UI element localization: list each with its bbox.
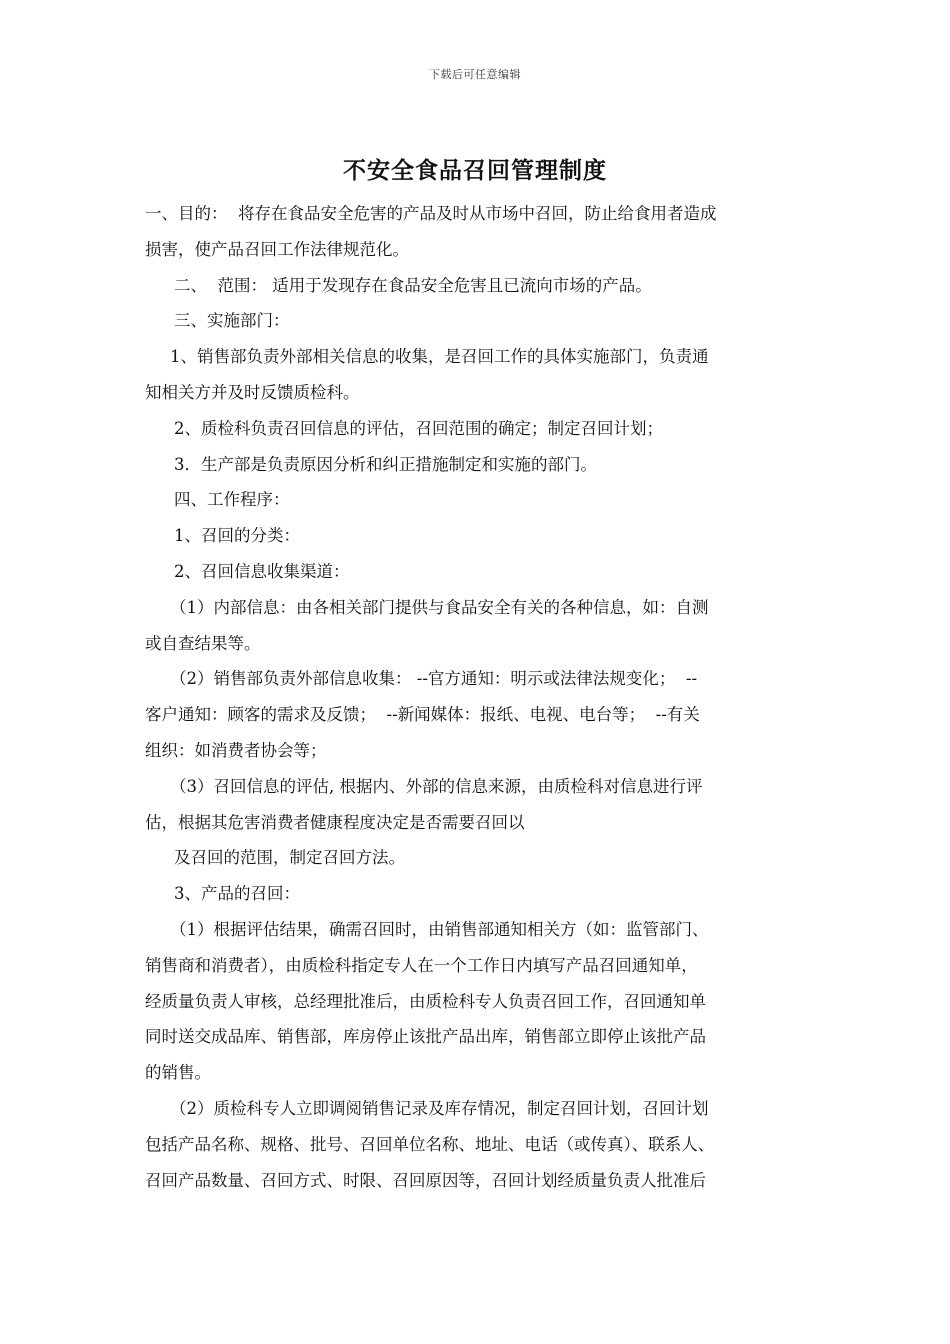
paragraph-line: 3．生产部是负责原因分析和纠正措施制定和实施的部门。 xyxy=(174,454,597,474)
paragraph-line: （2）销售部负责外部信息收集： --官方通知：明示或法律法规变化； -- xyxy=(170,669,698,689)
paragraph-line: 2、质检科负责召回信息的评估，召回范围的确定；制定召回计划； xyxy=(174,418,663,438)
subsection-heading: 2、召回信息收集渠道： xyxy=(174,561,350,581)
paragraph-line: 一、目的： 将存在食品安全危害的产品及时从市场中召回，防止给食用者造成 xyxy=(145,204,717,223)
paragraph-line: 客户通知：顾客的需求及反馈； --新闻媒体：报纸、电视、电台等； --有关 xyxy=(145,705,700,725)
paragraph-line: 组织：如消费者协会等； xyxy=(145,740,327,760)
paragraph-line: 的销售。 xyxy=(145,1063,211,1083)
paragraph-line: 及召回的范围，制定召回方法。 xyxy=(174,848,405,868)
paragraph-line: 同时送交成品库、销售部，库房停止该批产品出库，销售部立即停止该批产品 xyxy=(145,1027,706,1047)
paragraph-line: 召回产品数量、召回方式、时限、召回原因等，召回计划经质量负责人批准后 xyxy=(145,1170,706,1190)
header-note: 下载后可任意编辑 xyxy=(429,68,521,81)
paragraph-line: 损害，使产品召回工作法律规范化。 xyxy=(145,239,409,259)
paragraph-line: 估，根据其危害消费者健康程度决定是否需要召回以 xyxy=(145,812,525,832)
subsection-heading: 1、召回的分类： xyxy=(174,526,300,546)
paragraph-line: 包括产品名称、规格、批号、召回单位名称、地址、电话（或传真）、联系人、 xyxy=(145,1134,715,1154)
paragraph-line: （1）内部信息：由各相关部门提供与食品安全有关的各种信息，如：自测 xyxy=(170,597,709,617)
paragraph-line: 或自查结果等。 xyxy=(145,633,261,653)
document-title: 不安全食品召回管理制度 xyxy=(343,158,607,184)
subsection-heading: 3、产品的召回： xyxy=(174,884,300,904)
paragraph-line: 1、销售部负责外部相关信息的收集，是召回工作的具体实施部门，负责通 xyxy=(170,347,709,367)
paragraph-line: 二、 范围： 适用于发现存在食品安全危害且已流向市场的产品。 xyxy=(174,275,652,295)
paragraph-line: （2）质检科专人立即调阅销售记录及库存情况，制定召回计划，召回计划 xyxy=(170,1098,709,1118)
paragraph-line: 销售商和消费者），由质检科指定专人在一个工作日内填写产品召回通知单， xyxy=(145,955,698,975)
paragraph-line: 经质量负责人审核，总经理批准后，由质检科专人负责召回工作，召回通知单 xyxy=(145,991,706,1011)
section-heading: 三、实施部门： xyxy=(174,311,290,331)
paragraph-line: （1）根据评估结果，确需召回时，由销售部通知相关方（如：监管部门、 xyxy=(170,919,709,939)
section-heading: 四、工作程序： xyxy=(174,490,290,510)
paragraph-line: 知相关方并及时反馈质检科。 xyxy=(145,382,360,402)
paragraph-line: （3）召回信息的评估, 根据内、外部的信息来源，由质检科对信息进行评 xyxy=(170,776,703,796)
document-body xyxy=(145,196,810,1198)
